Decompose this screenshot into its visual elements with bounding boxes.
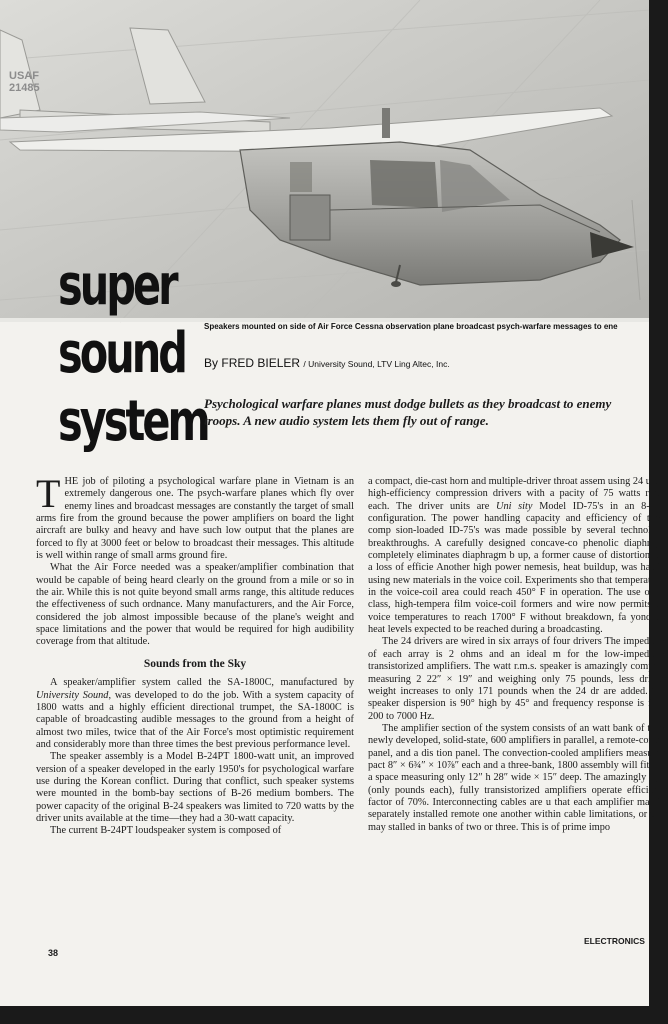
paragraph: The speaker assembly is a Model B-24PT 1800-watt unit, an improved version of a speaker developed in the early 1950's for psychological warfare use during the Korean conflict. During that conflict, such speaker systems were mounted in the bomb-bay sections of B-26 medium bombers. The power capacity of the original B-24 speakers was limited to 720 watts by the driver units available at the time—they had a 30-watt capacity. <box>36 751 354 824</box>
paragraph: What the Air Force needed was a speaker/amplifier combination that would be capable of being heard clearly on the ground from a mile or so in the air. While this is not quite beyond small arms range, this altitude reduces the effectiveness of such ordnance. Many manufacturers, and the Air Force, considered the job almost impossible because of the plane's weight and space limitations and the power that would be required for high audibility coverage from that altitude. <box>36 562 354 648</box>
paragraph: The current B-24PT loudspeaker system is composed of <box>50 825 282 837</box>
byline-prefix: By <box>204 356 219 370</box>
paragraph: The 24 drivers are wired in six arrays of four drivers The impedance of each array is 2 ohms and an ideal m for the low-impedance transistorized amplifiers. The watt r.m.s. speaker is amazingly compact, measuring 2 22″ × 19″ and weighing only 75 pounds, less drivers weight increases to only 171 pounds when the 24 dr are added. The speaker dispersion is 90° high by 45° and frequency response is from 200 to 7000 Hz. <box>368 636 668 722</box>
article-column-1 <box>36 471 354 838</box>
tail-marking-line-2: 21485 <box>9 82 40 95</box>
headline-line-2: sound <box>58 321 186 386</box>
headline-line-1: super <box>58 253 176 318</box>
tail-marking <box>9 70 40 94</box>
headline-line-3: system <box>58 389 208 454</box>
page-number: 38 <box>48 948 59 958</box>
drop-cap: T <box>36 471 61 516</box>
article-deck: Psychological warfare planes must dodge bullets as they broadcast to enemy troops. A new audio system lets them fly out of range. <box>204 396 612 428</box>
article-column-2 <box>368 476 668 834</box>
paragraph: A speaker/amplifier system called the SA-1800C, manufactured by University Sound, was developed to do the job. With a system capacity of 1800 watts and a highly efficient directional trumpet, the SA-1800C is capable of broadcasting audible messages to the ground from a height of almost two miles, twice that of the Air Force's most optimistic requirement and considerably more than three times the best previous performance level. <box>36 677 354 750</box>
paragraph: a compact, die-cast horn and multiple-driver throat assem using 24 ultra-high-efficiency compression drivers with a pacity of 75 watts r.m.s. each. The driver units are Uni sity Model ID-75's in an 8-ohm configuration. The power handling capacity and efficiency of these comp sion-loaded ID-75's was made possible by several technol cal breakthroughs. A carefully designed concave-co phenolic diaphragm completely eliminates diaphragm b up, a former cause of distortion and a loss of efficie Another high power nemesis, heat buildup, was handle using new materials in the voice coil. Experiments sho that temperatures in the voice-coil area could reach 450° F in operation. The use of H-class, high-tempera film voice-coil formers and wire now permits the voice temperatures to reach 1700° F without breakdown, fa yond the heat levels expected to be reached during a broadcasting. <box>368 476 668 636</box>
magazine-footer: ELECTRONICS <box>584 936 645 946</box>
paragraph: The amplifier section of the system consists of an watt bank of three newly developed, solid-state, 600 amplifiers in parallel, a remote-control panel, and a dis tion panel. The convection-cooled amplifiers measure a pact 8″ × 6¾″ × 10⅞″ each and a three-bank, 1800 assembly will fit into a space measuring only 12″ h 28″ wide × 15″ deep. The amazingly light (only pounds each), fully transistorized amplifiers operate efficiency factor of 70%. Interconnecting cables are u that each amplifier may be separately installed remote one another within cable limitations, or they may stalled in banks of two or three. This is of prime impo <box>368 722 668 833</box>
byline-author: FRED BIELER <box>221 356 301 370</box>
byline-affiliation: / University Sound, LTV Ling Altec, Inc. <box>303 359 450 369</box>
byline <box>204 356 450 370</box>
photo-caption: Speakers mounted on side of Air Force Cessna observation plane broadcast psych-warfare messages to ene <box>204 322 618 331</box>
paragraph: THE job of piloting a psychological warfare plane in Vietnam is an extremely dangerous one. The psych-warfare planes which fly over enemy lines and broadcast messages are constantly the target of small arms fire from the ground because the power amplifiers on board the light aircraft are bulky and heavy and have such low output that the planes are forced to fly at 3000 feet or below to broadcast their messages. This altitude is well within range of small arms ground fire. <box>36 471 354 562</box>
headline <box>58 252 208 456</box>
tail-marking-line-1: USAF <box>9 70 39 82</box>
subhead: Sounds from the Sky <box>143 657 247 670</box>
